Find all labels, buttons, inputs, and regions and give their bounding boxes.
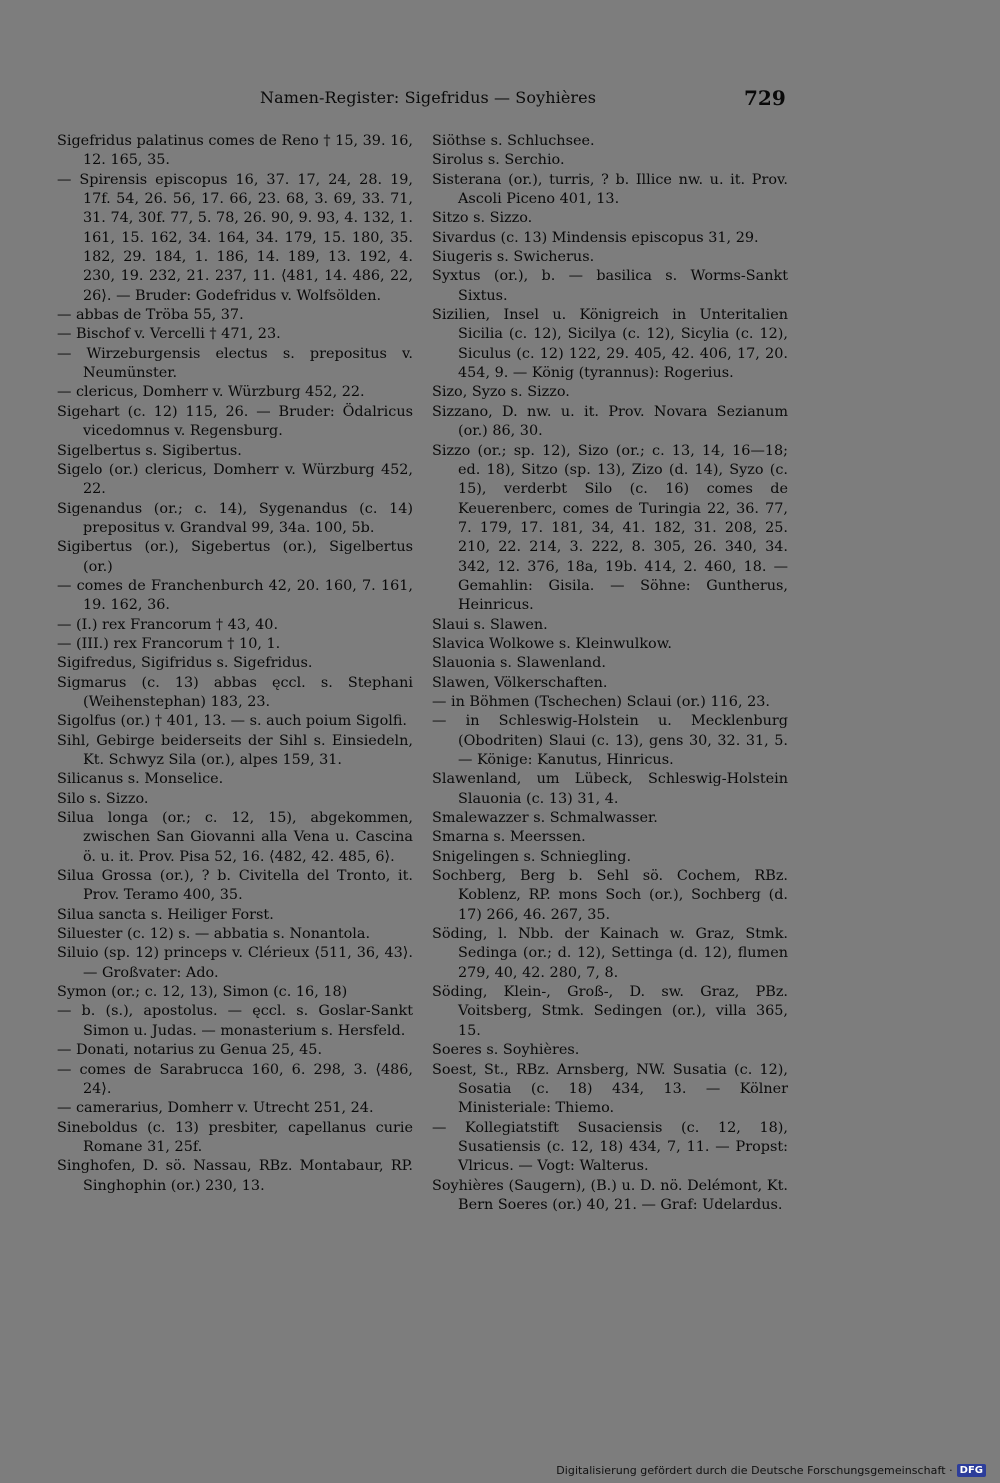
register-entry: Siöthse s. Schluchsee. xyxy=(432,133,595,149)
register-entry: — comes de Franchenburch 42, 20. 160, 7. 161, 19. 162, 36. xyxy=(57,577,413,614)
register-entry: Sigenandus (or.; c. 14), Sygenandus (c. 14) prepositus v. Grandval 99, 34a. 100, 5b. xyxy=(57,500,413,536)
register-entry: Sigifredus, Sigifridus s. Sigefridus. xyxy=(57,655,313,672)
register-entry: — in Böhmen (Tschechen) Sclaui (or.) 116, 23. xyxy=(432,693,771,710)
register-entry: Sigehart (c. 12) 115, 26. — Bruder: Ödalricus vicedomnus v. Regensburg. xyxy=(57,403,413,440)
register-entry: — in Schleswig-Holstein u. Mecklenburg (Obodriten) Slaui (c. 13), gens 30, 32. 31, 5. — Könige: Kanutus, Hinricus. xyxy=(432,713,788,768)
register-entry: Sihl, Gebirge beiderseits der Sihl s. Einsiedeln, Kt. Schwyz Sila (or.), alpes 159, 31. xyxy=(57,732,413,768)
register-entry: Sizzano, D. nw. u. it. Prov. Novara Sezianum (or.) 86, 30. xyxy=(432,403,788,440)
register-entry: Silo s. Sizzo. xyxy=(57,790,149,807)
register-entry: Soyhières (Saugern), (B.) u. D. nö. Delémont, Kt. Bern Soeres (or.) 40, 21. — Graf: Udelardus. xyxy=(432,1177,788,1213)
register-entry: Smalewazzer s. Schmalwasser. xyxy=(432,810,658,827)
register-entry: Slauonia s. Slawenland. xyxy=(432,655,606,672)
register-entry: Sizilien, Insel u. Königreich in Unteritalien Sicilia (c. 12), Sicilya (c. 12), Sicylia (c. 12), Siculus (c. 12) 122, 29. 405, 42. 406, 17, 20. 454, 9. — König (tyrannus): Rogerius. xyxy=(432,307,788,382)
register-entry: Snigelingen s. Schniegling. xyxy=(432,848,632,865)
register-entry: Singhofen, D. sö. Nassau, RBz. Montabaur, RP. Singhophin (or.) 230, 13. xyxy=(57,1158,413,1194)
register-entry: — Wirzeburgensis electus s. prepositus v. Neumünster. xyxy=(57,345,413,382)
register-entry: — Kollegiatstift Susaciensis (c. 12, 18), Susatiensis (c. 12, 18) 434, 7, 11. — Propst: Vlricus. — Vogt: Walterus. xyxy=(432,1119,788,1175)
register-entry: — comes de Sarabrucca 160, 6. 298, 3. ⟨486, 24⟩. xyxy=(57,1061,413,1097)
register-entry: — (I.) rex Francorum † 43, 40. xyxy=(57,616,279,633)
register-entry: Sigmarus (c. 13) abbas ęccl. s. Stephani (Weihenstephan) 183, 23. xyxy=(57,674,413,710)
register-entry: Symon (or.; c. 12, 13), Simon (c. 16, 18) xyxy=(57,984,348,1001)
running-title: Namen-Register: Sigefridus — Soyhières xyxy=(260,88,597,107)
page-number: 729 xyxy=(744,86,786,110)
register-entry: Sizo, Syzo s. Sizzo. xyxy=(432,384,570,401)
register-entry: Siugeris s. Swicherus. xyxy=(432,249,595,266)
credit-text: Digitalisierung gefördert durch die Deutsche Forschungsgemeinschaft · xyxy=(556,1464,953,1477)
register-entry: Soest, St., RBz. Arnsberg, NW. Susatia (c. 12), Sosatia (c. 18) 434, 13. — Kölner Ministeriale: Thiemo. xyxy=(432,1061,788,1117)
register-entry: — (III.) rex Francorum † 10, 1. xyxy=(57,635,281,652)
register-entry: Söding, Klein-, Groß-, D. sw. Graz, PBz. Voitsberg, Stmk. Sedingen (or.), villa 365, 15. xyxy=(432,984,788,1039)
register-entry: Sirolus s. Serchio. xyxy=(432,152,565,169)
register-entry: — b. (s.), apostolus. — ęccl. s. Goslar-Sankt Simon u. Judas. — monasterium s. Hersfeld. xyxy=(57,1003,413,1039)
register-entry: Sizzo (or.; sp. 12), Sizo (or.; c. 13, 14, 16—18; ed. 18), Sitzo (sp. 13), Zizo (d. 14), Syzo (c. 15), verderbt Silo (c. 16) comes de Keuerenberc, comes de Turingia 22, 36. 77, 7. 179, 17. 181, 34, 41. 182, 31. 208, 25. 210, 22. 214, 3. 222, 8. 305, 26. 340, 34. 342, 12. 376, 18a, 19b. 414, 2. 460, 18. — Gemahlin: Gisila. — Söhne: Guntherus, Heinricus. xyxy=(432,442,788,614)
register-entry: — Spirensis episcopus 16, 37. 17, 24, 28. 19, 17f. 54, 26. 56, 17. 66, 23. 68, 3. 69, 33. 71, 31. 74, 30f. 77, 5. 78, 26. 90, 9. 93, 4. 132, 1. 161, 15. 162, 34. 164, 34. 179, 15. 180, 35. 182, 29. 184, 1. 186, 14. 189, 13. 192, 4. 230, 19. 232, 21. 237, 11. ⟨481, 14. 486, 22, 26⟩. — Bruder: Godefridus v. Wolfsölden. xyxy=(57,171,413,304)
dfg-logo-icon: DFG xyxy=(957,1464,986,1477)
register-entry: Sisterana (or.), turris, ? b. Illice nw. u. it. Prov. Ascoli Piceno 401, 13. xyxy=(432,171,788,208)
register-entry: Slawenland, um Lübeck, Schleswig-Holstein Slauonia (c. 13) 31, 4. xyxy=(432,771,788,807)
register-entry: Syxtus (or.), b. — basilica s. Worms-Sankt Sixtus. xyxy=(432,268,788,304)
register-entry: — Bischof v. Vercelli † 471, 23. xyxy=(57,326,281,343)
register-entry: Sigefridus palatinus comes de Reno † 15, 39. 16, 12. 165, 35. xyxy=(57,133,413,169)
register-entry: Sigelbertus s. Sigibertus. xyxy=(57,442,242,459)
register-entry: — clericus, Domherr v. Würzburg 452, 22. xyxy=(57,384,365,401)
register-entry: Sochberg, Berg b. Sehl sö. Cochem, RBz. Koblenz, RP. mons Soch (or.), Sochberg (d. 17) 266, 46. 267, 35. xyxy=(432,868,788,923)
register-entry: Silua Grossa (or.), ? b. Civitella del Tronto, it. Prov. Teramo 400, 35. xyxy=(57,868,413,904)
register-entry: — abbas de Tröba 55, 37. xyxy=(57,307,244,324)
register-entry: Söding, l. Nbb. der Kainach w. Graz, Stmk. Sedinga (or.; d. 12), Settinga (d. 12), flumen 279, 40, 42. 280, 7, 8. xyxy=(432,926,788,981)
register-entry: Sitzo s. Sizzo. xyxy=(432,210,533,227)
register-entry: Slawen, Völkerschaften. xyxy=(432,674,608,691)
register-entry: — Donati, notarius zu Genua 25, 45. xyxy=(57,1042,323,1059)
right-column xyxy=(432,132,788,1215)
register-entry: Silua longa (or.; c. 12, 15), abgekommen, zwischen San Giovanni alla Vena u. Cascina ö. u. it. Prov. Pisa 52, 16. ⟨482, 42. 485, 6⟩. xyxy=(57,810,413,865)
page-header xyxy=(0,86,1000,116)
register-entry: Sigibertus (or.), Sigebertus (or.), Sigelbertus (or.) xyxy=(57,539,413,575)
register-entry: Sivardus (c. 13) Mindensis episcopus 31, 29. xyxy=(432,229,759,246)
register-entry: Slavica Wolkowe s. Kleinwulkow. xyxy=(432,635,672,652)
register-entry: Siluio (sp. 12) princeps v. Clérieux ⟨511, 36, 43⟩. — Großvater: Ado. xyxy=(57,945,413,981)
register-entry: Slaui s. Slawen. xyxy=(432,616,548,633)
register-entry: Sineboldus (c. 13) presbiter, capellanus curie Romane 31, 25f. xyxy=(57,1119,413,1155)
register-entry: Siluester (c. 12) s. — abbatia s. Nonantola. xyxy=(57,926,371,943)
register-entry: Silua sancta s. Heiliger Forst. xyxy=(57,906,274,923)
register-entry: Sigelo (or.) clericus, Domherr v. Würzburg 452, 22. xyxy=(57,461,413,498)
register-entry: Silicanus s. Monselice. xyxy=(57,771,224,788)
digitization-credit xyxy=(556,1464,986,1477)
register-entry: Sigolfus (or.) † 401, 13. — s. auch poium Sigolfi. xyxy=(57,713,408,730)
left-column xyxy=(57,132,413,1196)
register-entry: — camerarius, Domherr v. Utrecht 251, 24. xyxy=(57,1100,374,1117)
register-entry: Smarna s. Meerssen. xyxy=(432,829,586,846)
register-entry: Soeres s. Soyhières. xyxy=(432,1042,580,1059)
